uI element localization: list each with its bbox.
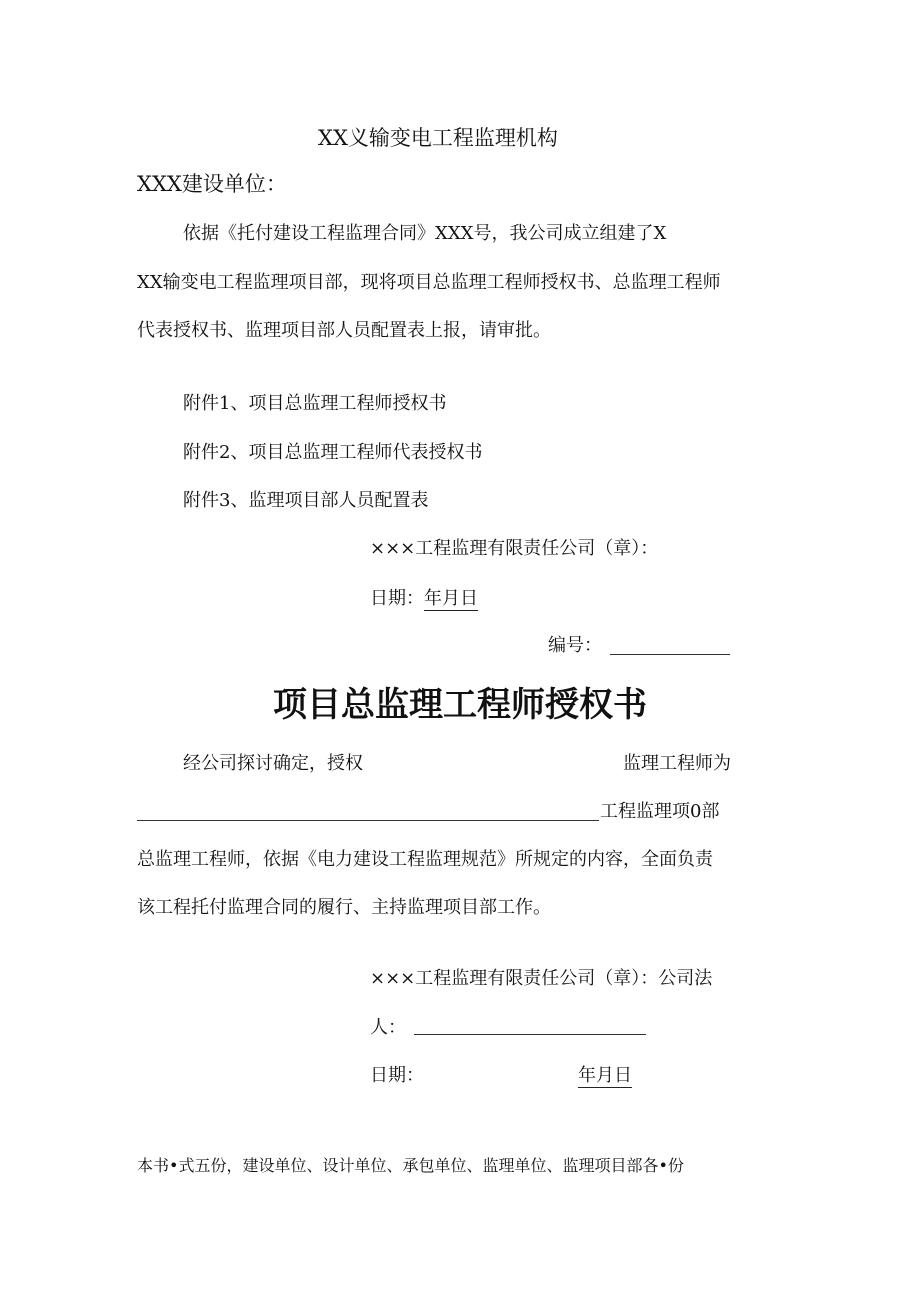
attachment-2: 附件2、项目总监理工程师代表授权书 bbox=[183, 442, 483, 463]
letter-date-label: 日期： bbox=[370, 588, 424, 609]
document-number-label: 编号： bbox=[548, 635, 602, 656]
authorization-title: 项目总监理工程师授权书 bbox=[273, 685, 647, 725]
addressee: XXX建设单位： bbox=[137, 172, 287, 196]
letter-title: XX义输变电工程监理机构 bbox=[318, 126, 558, 150]
auth-company-signature: ×××工程监理有限责任公司（章）：公司法 bbox=[370, 968, 713, 989]
letter-date-value: 年月日 bbox=[424, 588, 478, 609]
letter-body-line-1: 依据《托付建设工程监理合同》XXX号，我公司成立组建了X bbox=[183, 223, 667, 244]
letter-body-line-3: 代表授权书、监理项目部人员配置表上报，请审批。 bbox=[137, 320, 551, 341]
auth-line-1-start: 经公司探讨确定，授权 bbox=[183, 753, 363, 774]
auth-date-value: 年月日 bbox=[578, 1065, 632, 1086]
attachment-3: 附件3、监理项目部人员配置表 bbox=[183, 490, 429, 511]
legal-rep-label: 人： bbox=[370, 1017, 406, 1038]
auth-date-wrap bbox=[578, 1067, 632, 1085]
auth-date-label: 日期： bbox=[370, 1065, 424, 1086]
attachment-1: 附件1、项目总监理工程师授权书 bbox=[183, 393, 447, 414]
letter-date bbox=[370, 590, 478, 608]
document-number-blank bbox=[610, 654, 730, 655]
footer-note: 本书•式五份，建设单位、设计单位、承包单位、监理单位、监理项目部各•份 bbox=[137, 1156, 684, 1175]
auth-line-1-end: 监理工程师为 bbox=[623, 753, 731, 774]
auth-line-3: 总监理工程师，依据《电力建设工程监理规范》所规定的内容，全面负责 bbox=[137, 849, 713, 870]
letter-body-line-2: XX输变电工程监理项目部，现将项目总监理工程师授权书、总监理工程师 bbox=[137, 272, 721, 293]
letter-company-signature: ×××工程监理有限责任公司（章）： bbox=[370, 538, 659, 559]
auth-line-2-end: 工程监理项0部 bbox=[600, 801, 720, 822]
legal-rep-blank bbox=[414, 1034, 646, 1035]
auth-line-4: 该工程托付监理合同的履行、主持监理项目部工作。 bbox=[137, 897, 551, 918]
project-name-blank bbox=[137, 820, 599, 821]
